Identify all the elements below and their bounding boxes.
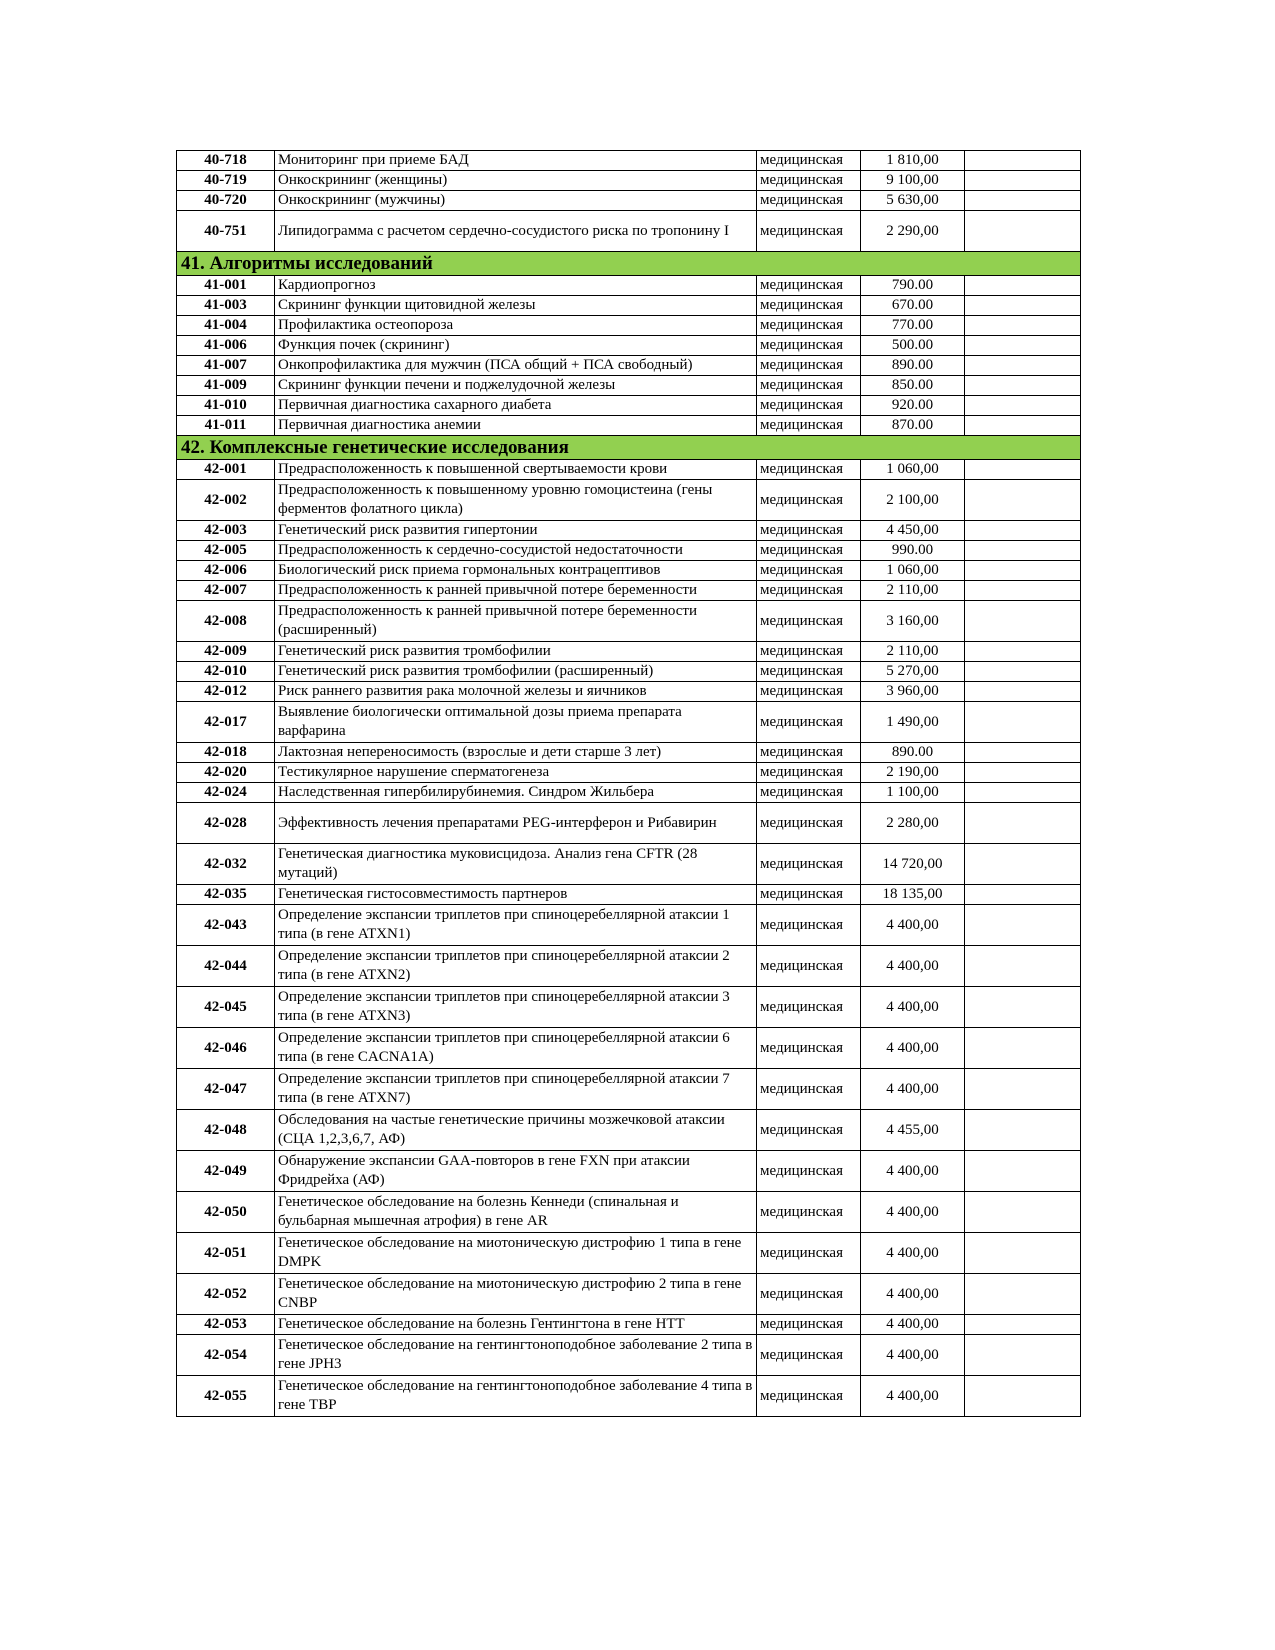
empty-cell: [965, 561, 1081, 581]
table-row: [177, 211, 1081, 252]
service-price: 18 135,00: [861, 885, 965, 905]
service-price: 500.00: [861, 336, 965, 356]
service-price: 4 455,00: [861, 1110, 965, 1151]
service-price: 890.00: [861, 743, 965, 763]
section-title: 41. Алгоритмы исследований: [177, 252, 1081, 276]
service-category: медицинская: [757, 946, 861, 987]
empty-cell: [965, 541, 1081, 561]
empty-cell: [965, 1028, 1081, 1069]
empty-cell: [965, 1069, 1081, 1110]
table-row: [177, 662, 1081, 682]
service-code: 41-009: [177, 376, 275, 396]
service-code: 41-007: [177, 356, 275, 376]
service-category: медицинская: [757, 416, 861, 436]
service-price: 4 400,00: [861, 905, 965, 946]
service-category: медицинская: [757, 844, 861, 885]
service-name: Определение экспансии триплетов при спиноцеребеллярной атаксии 6 типа (в гене CACNA1A): [275, 1028, 757, 1069]
service-category: медицинская: [757, 1110, 861, 1151]
service-price: 920.00: [861, 396, 965, 416]
service-name: Предрасположенность к повышенной свертываемости крови: [275, 460, 757, 480]
service-price: 890.00: [861, 356, 965, 376]
service-price: 1 060,00: [861, 561, 965, 581]
service-code: 41-004: [177, 316, 275, 336]
empty-cell: [965, 763, 1081, 783]
service-name: Определение экспансии триплетов при спиноцеребеллярной атаксии 3 типа (в гене ATXN3): [275, 987, 757, 1028]
service-name: Генетическая диагностика муковисцидоза. Анализ гена CFTR (28 мутаций): [275, 844, 757, 885]
service-code: 42-043: [177, 905, 275, 946]
table-row: [177, 946, 1081, 987]
service-code: 42-020: [177, 763, 275, 783]
table-row: [177, 1335, 1081, 1376]
service-category: медицинская: [757, 1315, 861, 1335]
service-name: Обследования на частые генетические причины мозжечковой атаксии (СЦА 1,2,3,6,7, АФ): [275, 1110, 757, 1151]
service-price: 4 400,00: [861, 946, 965, 987]
service-name: Скрининг функции печени и поджелудочной железы: [275, 376, 757, 396]
table-row: [177, 296, 1081, 316]
service-category: медицинская: [757, 642, 861, 662]
empty-cell: [965, 743, 1081, 763]
table-row: [177, 561, 1081, 581]
service-price: 770.00: [861, 316, 965, 336]
empty-cell: [965, 416, 1081, 436]
service-category: медицинская: [757, 987, 861, 1028]
service-price: 4 400,00: [861, 1151, 965, 1192]
table-row: [177, 1274, 1081, 1315]
service-price: 4 400,00: [861, 1335, 965, 1376]
empty-cell: [965, 1335, 1081, 1376]
service-category: медицинская: [757, 1069, 861, 1110]
price-table-body: [177, 151, 1081, 1417]
empty-cell: [965, 885, 1081, 905]
empty-cell: [965, 316, 1081, 336]
service-name: Генетический риск развития тромбофилии (расширенный): [275, 662, 757, 682]
service-name: Предрасположенность к сердечно-сосудистой недостаточности: [275, 541, 757, 561]
service-name: Онкоскрининг (мужчины): [275, 191, 757, 211]
service-price: 790.00: [861, 276, 965, 296]
service-category: медицинская: [757, 151, 861, 171]
empty-cell: [965, 702, 1081, 743]
service-category: медицинская: [757, 885, 861, 905]
service-code: 42-050: [177, 1192, 275, 1233]
table-row: [177, 376, 1081, 396]
service-category: медицинская: [757, 783, 861, 803]
service-category: медицинская: [757, 803, 861, 844]
table-row: [177, 356, 1081, 376]
section-header-row: [177, 436, 1081, 460]
service-name: Генетическое обследование на гентингтоноподобное заболевание 4 типа в гене TBP: [275, 1376, 757, 1417]
service-price: 2 110,00: [861, 581, 965, 601]
service-price: 990.00: [861, 541, 965, 561]
service-code: 42-044: [177, 946, 275, 987]
service-price: 4 400,00: [861, 1028, 965, 1069]
empty-cell: [965, 1376, 1081, 1417]
service-category: медицинская: [757, 376, 861, 396]
service-name: Генетический риск развития тромбофилии: [275, 642, 757, 662]
empty-cell: [965, 783, 1081, 803]
service-code: 42-046: [177, 1028, 275, 1069]
service-name: Эффективность лечения препаратами PEG-интерферон и Рибавирин: [275, 803, 757, 844]
service-name: Риск раннего развития рака молочной железы и яичников: [275, 682, 757, 702]
service-name: Предрасположенность к ранней привычной потере беременности: [275, 581, 757, 601]
service-code: 41-011: [177, 416, 275, 436]
service-category: медицинская: [757, 211, 861, 252]
empty-cell: [965, 1274, 1081, 1315]
table-row: [177, 1028, 1081, 1069]
service-price: 2 100,00: [861, 480, 965, 521]
service-price: 4 400,00: [861, 1069, 965, 1110]
service-code: 42-009: [177, 642, 275, 662]
service-name: Наследственная гипербилирубинемия. Синдром Жильбера: [275, 783, 757, 803]
service-code: 42-001: [177, 460, 275, 480]
service-category: медицинская: [757, 336, 861, 356]
empty-cell: [965, 276, 1081, 296]
table-row: [177, 601, 1081, 642]
service-price: 2 110,00: [861, 642, 965, 662]
table-row: [177, 480, 1081, 521]
service-code: 42-028: [177, 803, 275, 844]
service-code: 42-012: [177, 682, 275, 702]
service-name: Скрининг функции щитовидной железы: [275, 296, 757, 316]
service-price: 4 400,00: [861, 1274, 965, 1315]
service-category: медицинская: [757, 356, 861, 376]
table-row: [177, 1192, 1081, 1233]
section-title: 42. Комплексные генетические исследования: [177, 436, 1081, 460]
empty-cell: [965, 336, 1081, 356]
service-category: медицинская: [757, 171, 861, 191]
empty-cell: [965, 1110, 1081, 1151]
service-name: Первичная диагностика сахарного диабета: [275, 396, 757, 416]
table-row: [177, 521, 1081, 541]
empty-cell: [965, 521, 1081, 541]
service-category: медицинская: [757, 296, 861, 316]
service-category: медицинская: [757, 541, 861, 561]
service-code: 40-718: [177, 151, 275, 171]
service-code: 42-051: [177, 1233, 275, 1274]
service-category: медицинская: [757, 460, 861, 480]
service-name: Генетическое обследование на болезнь Кеннеди (спинальная и бульбарная мышечная атрофия) в гене AR: [275, 1192, 757, 1233]
table-row: [177, 460, 1081, 480]
service-price: 2 290,00: [861, 211, 965, 252]
service-code: 42-010: [177, 662, 275, 682]
service-code: 40-720: [177, 191, 275, 211]
service-price: 1 810,00: [861, 151, 965, 171]
service-code: 42-052: [177, 1274, 275, 1315]
service-price: 4 400,00: [861, 1192, 965, 1233]
service-name: Определение экспансии триплетов при спиноцеребеллярной атаксии 7 типа (в гене ATXN7): [275, 1069, 757, 1110]
empty-cell: [965, 946, 1081, 987]
service-category: медицинская: [757, 763, 861, 783]
service-category: медицинская: [757, 1028, 861, 1069]
service-category: медицинская: [757, 1151, 861, 1192]
service-price: 4 400,00: [861, 1233, 965, 1274]
service-name: Генетическое обследование на миотоническую дистрофию 1 типа в гене DMPK: [275, 1233, 757, 1274]
service-name: Генетическая гистосовместимость партнеров: [275, 885, 757, 905]
service-code: 42-006: [177, 561, 275, 581]
table-row: [177, 803, 1081, 844]
service-price: 5 630,00: [861, 191, 965, 211]
service-price: 1 060,00: [861, 460, 965, 480]
service-price: 4 400,00: [861, 1376, 965, 1417]
empty-cell: [965, 296, 1081, 316]
empty-cell: [965, 601, 1081, 642]
service-price: 4 450,00: [861, 521, 965, 541]
table-row: [177, 316, 1081, 336]
table-row: [177, 702, 1081, 743]
empty-cell: [965, 642, 1081, 662]
service-category: медицинская: [757, 396, 861, 416]
service-category: медицинская: [757, 1335, 861, 1376]
service-code: 42-017: [177, 702, 275, 743]
service-name: Кардиопрогноз: [275, 276, 757, 296]
service-code: 41-001: [177, 276, 275, 296]
service-name: Тестикулярное нарушение сперматогенеза: [275, 763, 757, 783]
service-code: 42-007: [177, 581, 275, 601]
service-name: Предрасположенность к ранней привычной потере беременности (расширенный): [275, 601, 757, 642]
service-name: Липидограмма с расчетом сердечно-сосудистого риска по тропонину I: [275, 211, 757, 252]
empty-cell: [965, 191, 1081, 211]
table-row: [177, 987, 1081, 1028]
service-name: Генетическое обследование на гентингтоноподобное заболевание 2 типа в гене JPH3: [275, 1335, 757, 1376]
service-price: 870.00: [861, 416, 965, 436]
empty-cell: [965, 1192, 1081, 1233]
service-price: 4 400,00: [861, 1315, 965, 1335]
service-name: Биологический риск приема гормональных контрацептивов: [275, 561, 757, 581]
empty-cell: [965, 356, 1081, 376]
service-category: медицинская: [757, 521, 861, 541]
service-code: 42-055: [177, 1376, 275, 1417]
service-category: медицинская: [757, 1376, 861, 1417]
table-row: [177, 1069, 1081, 1110]
empty-cell: [965, 581, 1081, 601]
service-code: 41-006: [177, 336, 275, 356]
empty-cell: [965, 460, 1081, 480]
table-row: [177, 1151, 1081, 1192]
service-price: 1 490,00: [861, 702, 965, 743]
service-code: 42-032: [177, 844, 275, 885]
table-row: [177, 276, 1081, 296]
table-row: [177, 191, 1081, 211]
service-category: медицинская: [757, 581, 861, 601]
service-price: 1 100,00: [861, 783, 965, 803]
empty-cell: [965, 1315, 1081, 1335]
service-price: 5 270,00: [861, 662, 965, 682]
empty-cell: [965, 211, 1081, 252]
section-header-row: [177, 252, 1081, 276]
table-row: [177, 642, 1081, 662]
table-row: [177, 396, 1081, 416]
service-category: медицинская: [757, 601, 861, 642]
service-name: Первичная диагностика анемии: [275, 416, 757, 436]
empty-cell: [965, 803, 1081, 844]
service-category: медицинская: [757, 561, 861, 581]
empty-cell: [965, 682, 1081, 702]
service-category: медицинская: [757, 905, 861, 946]
service-code: 42-005: [177, 541, 275, 561]
table-row: [177, 844, 1081, 885]
table-row: [177, 171, 1081, 191]
service-code: 42-049: [177, 1151, 275, 1192]
service-category: медицинская: [757, 480, 861, 521]
service-code: 42-008: [177, 601, 275, 642]
service-name: Функция почек (скрининг): [275, 336, 757, 356]
service-code: 42-054: [177, 1335, 275, 1376]
table-row: [177, 1233, 1081, 1274]
empty-cell: [965, 1151, 1081, 1192]
service-code: 42-018: [177, 743, 275, 763]
table-row: [177, 151, 1081, 171]
service-price: 2 280,00: [861, 803, 965, 844]
table-row: [177, 581, 1081, 601]
service-name: Определение экспансии триплетов при спиноцеребеллярной атаксии 2 типа (в гене ATXN2): [275, 946, 757, 987]
service-name: Генетическое обследование на миотоническую дистрофию 2 типа в гене CNBP: [275, 1274, 757, 1315]
service-price: 670.00: [861, 296, 965, 316]
service-code: 42-045: [177, 987, 275, 1028]
table-row: [177, 1376, 1081, 1417]
empty-cell: [965, 844, 1081, 885]
service-name: Лактозная непереносимость (взрослые и дети старше 3 лет): [275, 743, 757, 763]
service-name: Онкоскрининг (женщины): [275, 171, 757, 191]
service-code: 42-035: [177, 885, 275, 905]
empty-cell: [965, 662, 1081, 682]
table-row: [177, 541, 1081, 561]
service-code: 42-003: [177, 521, 275, 541]
table-row: [177, 763, 1081, 783]
service-name: Онкопрофилактика для мужчин (ПСА общий + ПСА свободный): [275, 356, 757, 376]
service-price: 4 400,00: [861, 987, 965, 1028]
service-code: 42-048: [177, 1110, 275, 1151]
service-code: 42-024: [177, 783, 275, 803]
service-code: 41-003: [177, 296, 275, 316]
service-name: Генетический риск развития гипертонии: [275, 521, 757, 541]
service-category: медицинская: [757, 316, 861, 336]
table-row: [177, 905, 1081, 946]
service-code: 42-053: [177, 1315, 275, 1335]
service-category: медицинская: [757, 662, 861, 682]
service-code: 42-002: [177, 480, 275, 521]
empty-cell: [965, 987, 1081, 1028]
service-price: 850.00: [861, 376, 965, 396]
service-price: 9 100,00: [861, 171, 965, 191]
service-code: 40-751: [177, 211, 275, 252]
service-category: медицинская: [757, 702, 861, 743]
table-row: [177, 885, 1081, 905]
table-row: [177, 743, 1081, 763]
service-category: медицинская: [757, 1192, 861, 1233]
service-name: Мониторинг при приеме БАД: [275, 151, 757, 171]
service-category: медицинская: [757, 1233, 861, 1274]
table-row: [177, 1110, 1081, 1151]
empty-cell: [965, 480, 1081, 521]
service-name: Предрасположенность к повышенному уровню гомоцистеина (гены ферментов фолатного цикла): [275, 480, 757, 521]
empty-cell: [965, 396, 1081, 416]
service-category: медицинская: [757, 1274, 861, 1315]
service-code: 40-719: [177, 171, 275, 191]
table-row: [177, 682, 1081, 702]
table-row: [177, 783, 1081, 803]
service-name: Генетическое обследование на болезнь Гентингтона в гене HTT: [275, 1315, 757, 1335]
service-name: Профилактика остеопороза: [275, 316, 757, 336]
service-category: медицинская: [757, 682, 861, 702]
service-category: медицинская: [757, 276, 861, 296]
table-row: [177, 416, 1081, 436]
service-price: 3 960,00: [861, 682, 965, 702]
table-row: [177, 1315, 1081, 1335]
service-name: Определение экспансии триплетов при спиноцеребеллярной атаксии 1 типа (в гене ATXN1): [275, 905, 757, 946]
table-row: [177, 336, 1081, 356]
service-price: 3 160,00: [861, 601, 965, 642]
service-category: медицинская: [757, 191, 861, 211]
service-name: Обнаружение экспансии GAA-повторов в гене FXN при атаксии Фридрейха (АФ): [275, 1151, 757, 1192]
price-table: [176, 150, 1081, 1417]
service-code: 42-047: [177, 1069, 275, 1110]
service-name: Выявление биологически оптимальной дозы приема препарата варфарина: [275, 702, 757, 743]
empty-cell: [965, 905, 1081, 946]
service-category: медицинская: [757, 743, 861, 763]
empty-cell: [965, 376, 1081, 396]
service-code: 41-010: [177, 396, 275, 416]
service-price: 2 190,00: [861, 763, 965, 783]
service-price: 14 720,00: [861, 844, 965, 885]
empty-cell: [965, 151, 1081, 171]
empty-cell: [965, 171, 1081, 191]
empty-cell: [965, 1233, 1081, 1274]
